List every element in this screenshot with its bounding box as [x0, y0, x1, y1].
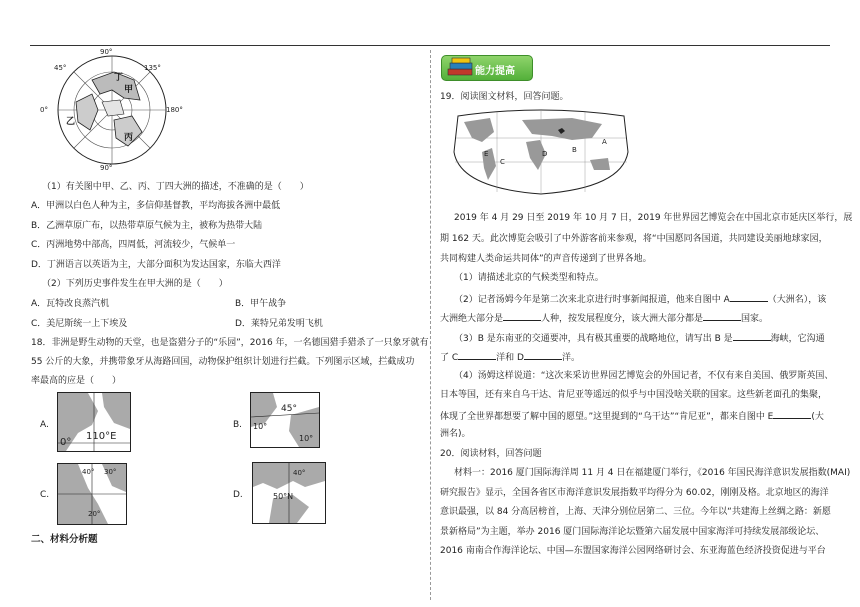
- q18-option-b-label: B.: [233, 420, 243, 430]
- q19-para1-line2: 期 162 天。此次博览会吸引了中外游客前来参观，将“中国愿同各国道，共同建设美丽地球家园，: [440, 234, 828, 244]
- q18-option-d-label: D.: [233, 490, 243, 500]
- q1-option-b: B．乙洲草原广布，以热带草原气候为主，被称为热带大陆: [31, 221, 263, 231]
- q19-sub4-text-d: (大: [811, 412, 824, 422]
- q1-option-a: A．甲洲以白色人种为主，多信仰基督教，平均海拔各洲中最低: [31, 201, 281, 211]
- answer-blank-race[interactable]: [503, 311, 541, 321]
- q18-option-c-label: C.: [40, 490, 50, 500]
- q19-sub3-text-c: 了 C: [440, 353, 459, 363]
- q1-option-d: D．丁洲语言以英语为主，大部分面积为发达国家，东临大西洋: [31, 260, 281, 270]
- q19-sub3-line2: [440, 350, 580, 364]
- q19-sub2-text-b: （大洲名），该: [767, 295, 827, 305]
- books-icon: [446, 57, 476, 79]
- q19-sub1: （1）请描述北京的气候类型和特点。: [454, 273, 604, 283]
- map-d-50n: 50°N: [273, 492, 294, 501]
- map-a-lon: 110°E: [86, 431, 117, 442]
- world-map-label-c: C: [500, 158, 505, 166]
- q19-sub4-line2: 日本等国，还有来自乌干达、肯尼亚等遥远的似乎与中国没啥关联的国家。这些新老面孔的集聚，: [440, 390, 828, 400]
- q20-stem: 20．阅读材料，回答问题: [440, 449, 542, 459]
- ability-badge: [441, 55, 533, 81]
- map-label-180: 180°: [166, 106, 183, 114]
- world-map: [452, 108, 630, 196]
- map-c-40: 40°: [82, 468, 95, 476]
- answer-blank-ocean-c[interactable]: [458, 350, 496, 360]
- map-label-ding: 丁: [114, 73, 124, 83]
- answer-blank-continent-a[interactable]: [730, 292, 768, 302]
- q18-line-1: 18．非洲是野生动物的天堂，也是盗猎分子的“乐园”，2016 年，一名德国猎手猎杀了一只象牙就有: [31, 338, 429, 348]
- q20-line-5: 2016 南南合作海洋论坛、中国—东盟国家海洋公园网络研讨会、东亚海蓝色经济投资促进与平台: [440, 546, 826, 556]
- q19-para1-line3: 共同构建人类命运共同体”的声音传递到了世界各地。: [440, 254, 652, 264]
- world-map-label-b: B: [572, 146, 577, 154]
- q19-sub2-text-c: 大洲绝大部分是: [440, 314, 504, 324]
- map-label-90n: 90°: [100, 48, 113, 56]
- q20-line-4: 景新格局”为主题，举办 2016 厦门国际海洋论坛暨第六届发展中国家海洋可持续发展部级论坛、: [440, 527, 825, 537]
- column-divider: [430, 50, 431, 600]
- header-rule: [30, 45, 830, 46]
- q18-map-c: [57, 463, 127, 525]
- q19-sub2-line2: [440, 311, 768, 325]
- section-2-title: 二、材料分析题: [31, 534, 98, 545]
- map-label-90s: 90°: [100, 164, 113, 172]
- q19-sub3-text-a: （3）B 是东南亚的交通要冲，具有极其重要的战略地位，请写出 B 是: [454, 334, 733, 344]
- q19-sub3-text-e: 洋。: [561, 353, 580, 363]
- q19-para1-line1: 2019 年 4 月 29 日至 2019 年 10 月 7 日，2019 年世界园艺博览会在中国北京市延庆区举行，展: [454, 213, 853, 223]
- q19-sub2-text-a: （2）记者汤姆今年是第二次来北京进行时事新闻报道，他来自图中 A: [454, 295, 730, 305]
- map-label-yi: 乙: [66, 117, 76, 127]
- map-b-10a: 10°: [253, 422, 268, 431]
- map-label-135: 135°: [144, 64, 161, 72]
- q19-sub4-line1: （4）汤姆这样说道：“这次来采访世界园艺博览会的外国记者，不仅有来自美国、俄罗斯英国、: [454, 371, 834, 381]
- ability-badge-text: 能力提高: [475, 66, 515, 77]
- q19-sub2-line1: [454, 292, 826, 306]
- q19-stem: 19．阅读图文材料，回答问题。: [440, 92, 569, 102]
- q2-option-c: C．美尼斯统一上下埃及: [31, 319, 128, 329]
- q18-map-d: [252, 462, 326, 524]
- q19-sub2-text-e: 国家。: [741, 314, 769, 324]
- q2-option-a: A．瓦特改良蒸汽机: [31, 299, 110, 309]
- map-a-lat: 0°: [60, 437, 72, 448]
- map-c-30: 30°: [104, 468, 117, 476]
- q2-option-d: D．莱特兄弟发明飞机: [235, 319, 323, 329]
- q20-line-3: 意识最强，以 84 分高居榜首，上海、天津分别位居第二、三位。今年以“共建海上丝绸之路：新愿: [440, 507, 831, 517]
- q18-line-2: 55 公斤的大象，并携带象牙从海路回国，动物保护组织计划进行拦截。下列图示区域，拦截成功: [31, 357, 415, 367]
- q2-option-b: B．甲午战争: [235, 299, 287, 309]
- q1-option-c: C．丙洲地势中部高，四周低，河流较少，气候单一: [31, 240, 236, 250]
- q2-stem: （2）下列历史事件发生在甲大洲的是（ ）: [42, 279, 228, 289]
- world-map-label-d: D: [542, 150, 548, 158]
- answer-blank-development[interactable]: [703, 311, 741, 321]
- q18-map-b: [250, 392, 320, 448]
- map-label-jia: 甲: [124, 85, 134, 95]
- map-label-0: 0°: [40, 106, 48, 114]
- q18-line-3: 率最高的应是（ ）: [31, 376, 122, 386]
- q19-sub2-text-d: 人种，按发展程度分，该大洲大部分都是: [541, 314, 704, 324]
- world-map-label-e: E: [484, 150, 489, 158]
- q19-sub3-text-d: 洋和 D: [496, 353, 524, 363]
- polar-map: [40, 48, 183, 172]
- q18-option-a-label: A.: [40, 420, 49, 430]
- map-label-bing: 丙: [124, 133, 134, 143]
- map-c-20: 20°: [88, 510, 101, 518]
- q20-line-1: 材料一：2016 厦门国际海洋周 11 月 4 日在福建厦门举行，《2016 年国民海洋意识发展指数(MAI): [454, 468, 851, 478]
- world-map-label-a: A: [602, 138, 607, 146]
- map-b-45: 45°: [281, 404, 297, 414]
- q19-sub4-line3: [440, 409, 824, 423]
- map-d-40: 40°: [293, 469, 306, 477]
- q20-line-2: 研究报告》显示，全国各省区市海洋意识发展指数平均得分为 60.02，刚刚及格。北京地区的海洋: [440, 488, 829, 498]
- q19-sub3-text-b: 海峡，它沟通: [770, 334, 825, 344]
- answer-blank-continent-e[interactable]: [773, 409, 811, 419]
- q19-sub4-text-c: 体现了全世界都想要了解中国的愿望。”这里提到的“乌干达”“肯尼亚”，都来自图中 E: [440, 412, 774, 422]
- answer-blank-strait[interactable]: [733, 331, 771, 341]
- answer-blank-ocean-d[interactable]: [524, 350, 562, 360]
- q19-sub4-line4: 洲名)。: [440, 429, 471, 439]
- q1-stem: （1）有关图中甲、乙、丙、丁四大洲的描述，不准确的是（ ）: [42, 182, 309, 192]
- map-label-45: 45°: [54, 64, 67, 72]
- q18-map-a: [57, 392, 131, 452]
- map-b-10b: 10°: [299, 434, 314, 443]
- q19-sub3-line1: [454, 331, 825, 345]
